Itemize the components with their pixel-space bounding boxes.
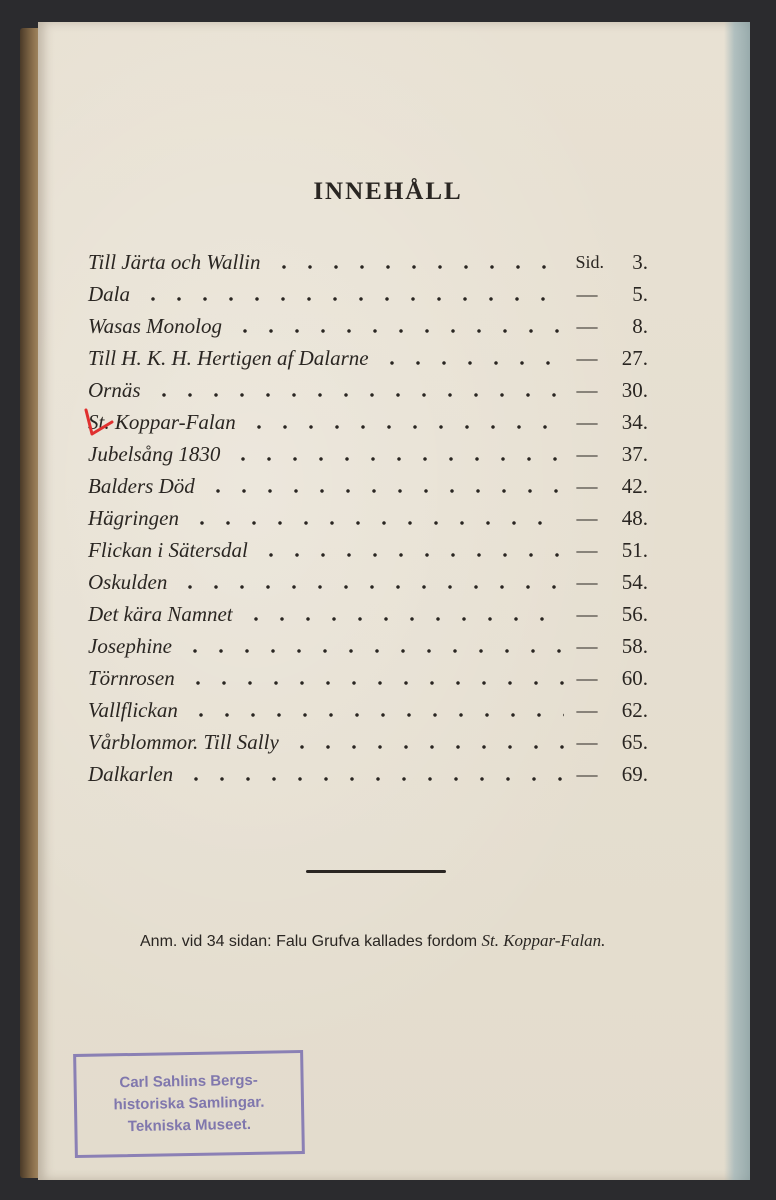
toc-entry-title: Flickan i Sätersdal <box>88 537 248 562</box>
toc-entry-title: Dalkarlen <box>88 761 174 786</box>
toc-dot-leader <box>230 457 564 461</box>
toc-entry-page: 27. <box>621 345 648 370</box>
toc-entry <box>88 694 648 726</box>
toc-entry <box>88 630 648 662</box>
table-of-contents <box>88 246 648 790</box>
toc-dot-leader <box>246 425 564 429</box>
toc-entry <box>88 310 648 342</box>
toc-dot-leader <box>188 713 564 717</box>
toc-entry-title: Vårblommor. Till Sally <box>88 729 279 754</box>
divider-rule <box>306 870 446 873</box>
toc-dash: — <box>576 313 598 338</box>
toc-dash: — <box>576 569 598 594</box>
toc-entry <box>88 406 648 438</box>
toc-entry <box>88 438 648 470</box>
toc-entry-page: 65. <box>621 729 648 754</box>
toc-dash: — <box>576 505 598 530</box>
toc-entry <box>88 598 648 630</box>
toc-entry-title: Vallflickan <box>88 697 178 722</box>
toc-dash: — <box>576 473 598 498</box>
toc-entry-title: Wasas Monolog <box>88 313 222 338</box>
toc-dot-leader <box>379 361 564 365</box>
toc-entry <box>88 374 648 406</box>
toc-dash: — <box>576 441 598 466</box>
toc-dot-leader <box>205 489 564 493</box>
toc-dot-leader <box>258 553 564 557</box>
toc-entry <box>88 726 648 758</box>
toc-entry-title: Till H. K. H. Hertigen af Dalarne <box>88 345 369 370</box>
toc-page-header: Sid. <box>575 251 604 272</box>
stamp-line-2: historiska Samlingar. <box>113 1093 265 1114</box>
footnote-text: Anm. vid 34 sidan: Falu Grufva kallades fordom <box>140 933 478 950</box>
toc-dash: — <box>576 761 598 786</box>
toc-dash: — <box>576 281 598 306</box>
toc-entry <box>88 278 648 310</box>
toc-dot-leader <box>151 393 564 397</box>
toc-entry-title: Hägringen <box>88 505 179 530</box>
toc-dot-leader <box>271 265 566 269</box>
toc-entry-title: Oskulden <box>88 569 168 594</box>
footnote <box>140 930 620 953</box>
toc-dash: — <box>576 377 598 402</box>
toc-entry-title: St. Koppar-Falan <box>88 409 236 434</box>
toc-entry <box>88 566 648 598</box>
toc-dot-leader <box>140 297 564 301</box>
toc-dash: — <box>576 697 598 722</box>
toc-entry <box>88 470 648 502</box>
toc-entry-page: 48. <box>621 505 648 530</box>
toc-entry-page: 56. <box>621 601 648 626</box>
toc-entry <box>88 758 648 790</box>
footnote-italic: St. Koppar-Falan. <box>481 931 606 950</box>
toc-dash: — <box>576 601 598 626</box>
toc-entry-page: 30. <box>621 377 648 402</box>
toc-entry <box>88 246 648 278</box>
stamp-line-1: Carl Sahlins Bergs- <box>119 1071 258 1092</box>
toc-entry-page: 8. <box>632 313 648 338</box>
toc-entry-page: 60. <box>621 665 648 690</box>
toc-dot-leader <box>177 585 564 589</box>
page-title: INNEHÅLL <box>313 178 463 205</box>
toc-entry-title: Dala <box>88 281 130 306</box>
toc-entry-title: Till Järta och Wallin <box>88 249 261 274</box>
toc-dash: — <box>576 633 598 658</box>
toc-entry <box>88 342 648 374</box>
toc-entry-page: 37. <box>621 441 648 466</box>
toc-dot-leader <box>189 521 564 525</box>
toc-dash: — <box>576 729 598 754</box>
toc-entry-page: 58. <box>621 633 648 658</box>
toc-entry-title: Balders Död <box>88 473 195 498</box>
toc-dot-leader <box>243 617 564 621</box>
red-check-mark-icon <box>82 404 116 440</box>
toc-entry-page: 54. <box>621 569 648 594</box>
toc-entry <box>88 534 648 566</box>
toc-entry-page: 3. <box>632 249 648 274</box>
toc-dash: — <box>576 409 598 434</box>
toc-entry-page: 62. <box>621 697 648 722</box>
toc-dot-leader <box>182 649 564 653</box>
library-stamp <box>73 1050 305 1158</box>
toc-entry-title: Törnrosen <box>88 665 175 690</box>
toc-entry-title: Josephine <box>88 633 172 658</box>
toc-dot-leader <box>289 745 564 749</box>
toc-entry-title: Jubelsång 1830 <box>88 441 221 466</box>
toc-entry-page: 69. <box>621 761 648 786</box>
toc-entry-title: Ornäs <box>88 377 141 402</box>
toc-entry <box>88 662 648 694</box>
toc-entry-page: 42. <box>621 473 648 498</box>
toc-entry-page: 34. <box>621 409 648 434</box>
toc-dash: — <box>576 665 598 690</box>
toc-entry-page: 5. <box>632 281 648 306</box>
toc-entry-page: 51. <box>621 537 648 562</box>
toc-dot-leader <box>185 681 564 685</box>
toc-dash: — <box>576 537 598 562</box>
toc-entry <box>88 502 648 534</box>
stamp-line-3: Tekniska Museet. <box>127 1115 252 1136</box>
toc-dot-leader <box>183 777 564 781</box>
toc-entry-title: Det kära Namnet <box>88 601 233 626</box>
toc-dot-leader <box>232 329 564 333</box>
toc-dash: — <box>576 345 598 370</box>
